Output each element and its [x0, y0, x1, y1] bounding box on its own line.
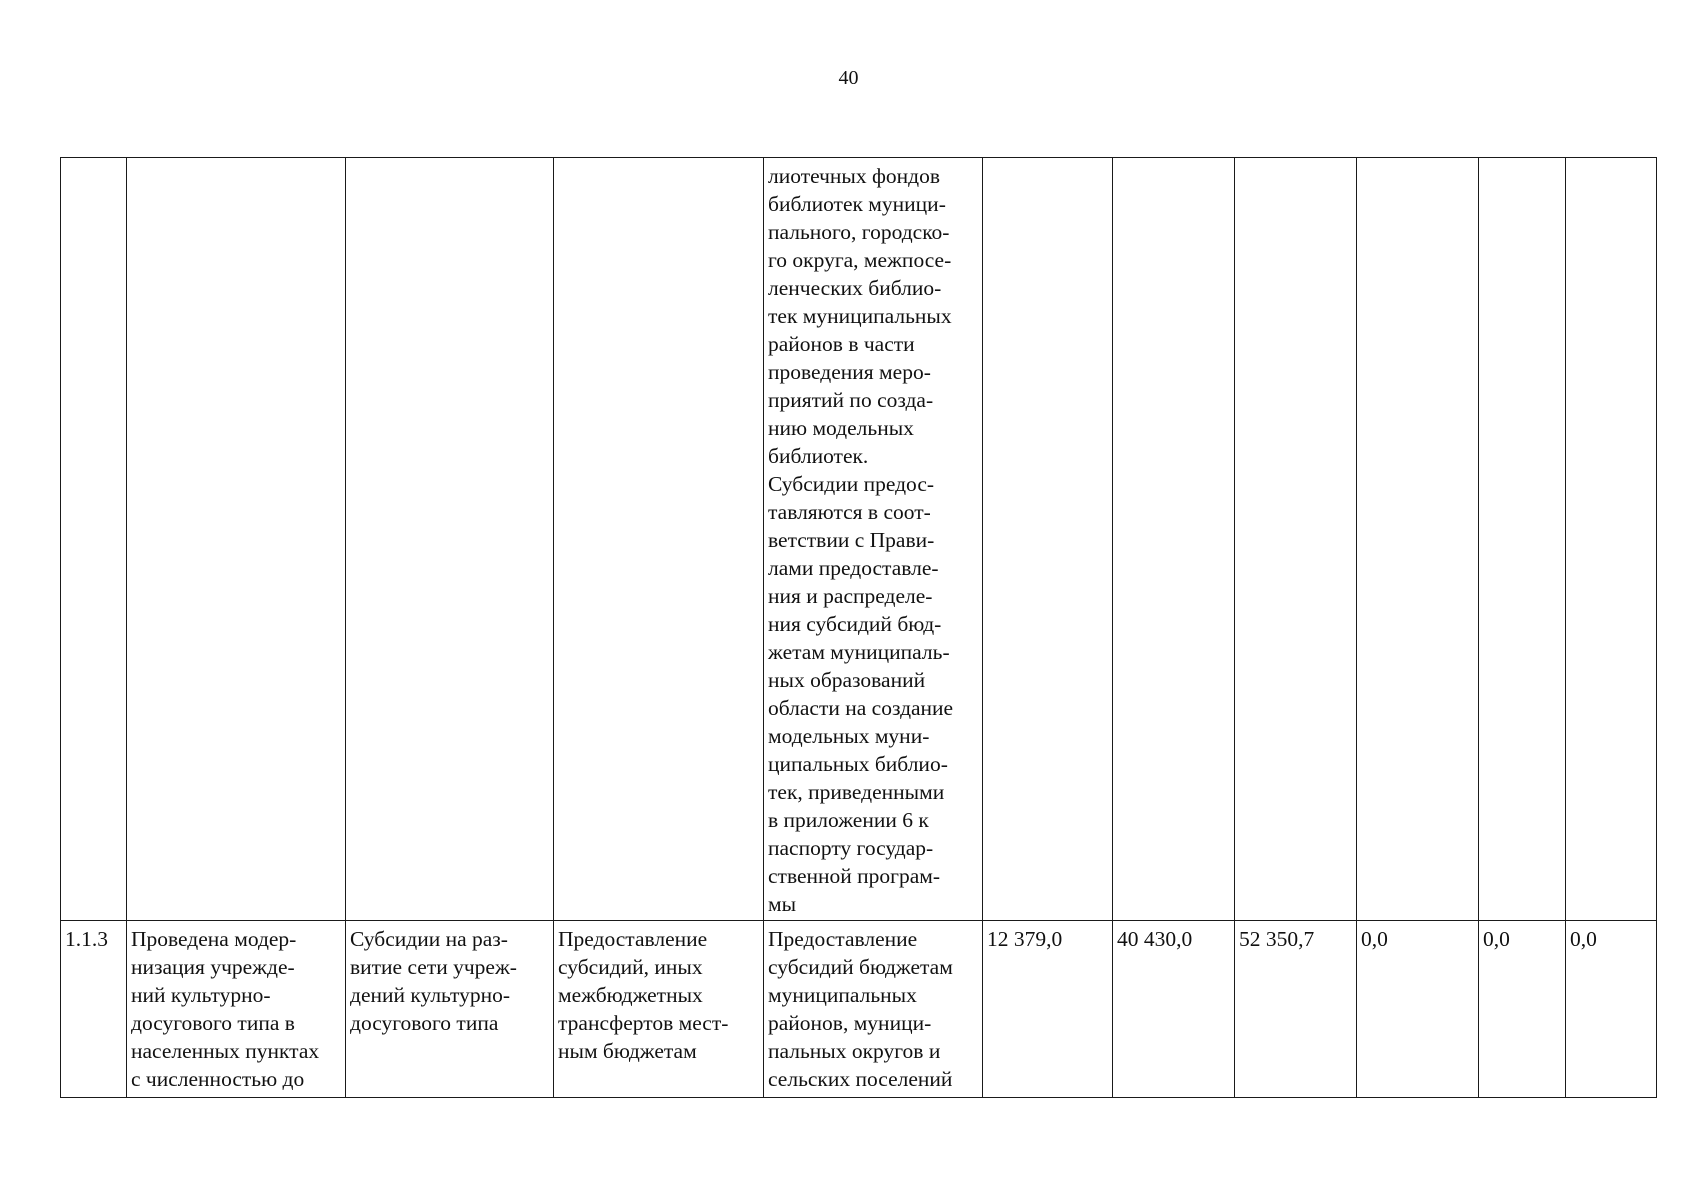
text-line: досугового типа в	[131, 1011, 295, 1035]
text-line: муниципальных	[768, 983, 917, 1007]
table-row-continuation	[61, 158, 1657, 921]
text-line: нию модельных	[768, 416, 914, 440]
text-line: низация учрежде-	[131, 955, 295, 979]
text-line: приятий по созда-	[768, 388, 934, 412]
page-number: 40	[838, 67, 859, 89]
text-line: трансфертов мест-	[558, 1011, 729, 1035]
cell-value-6: 0,0	[1566, 921, 1657, 1098]
text-line: ственной програм-	[768, 864, 941, 888]
cell-value-5: 0,0	[1479, 921, 1566, 1098]
text-line: тавляются в соот-	[768, 500, 931, 524]
text-line: сельских поселений	[768, 1067, 953, 1091]
text-line: лами предоставле-	[768, 556, 939, 580]
cell-direction	[346, 921, 554, 1098]
text-line: Предоставление	[768, 927, 918, 951]
text-line: го округа, межпосе-	[768, 248, 952, 272]
text-line: Проведена модер-	[131, 927, 297, 951]
text-line: библиотек муници-	[768, 192, 946, 216]
text-line: ципальных библио-	[768, 752, 948, 776]
cell-value-1: 12 379,0	[983, 921, 1113, 1098]
text-line: субсидий, иных	[558, 955, 703, 979]
text-line: ленческих библио-	[768, 276, 942, 300]
text-line: лиотечных фондов	[768, 164, 941, 188]
text-line: ных образований	[768, 668, 926, 692]
text-line: библиотек.	[768, 444, 869, 468]
text-line: в приложении 6 к	[768, 808, 929, 832]
cell-number: 1.1.3	[61, 921, 127, 1098]
text-line: жетам муниципаль-	[768, 640, 950, 664]
text-line: Предоставление	[558, 927, 708, 951]
text-line: паспорту государ-	[768, 836, 934, 860]
cell-description	[764, 921, 983, 1098]
text-line: тек муниципальных	[768, 304, 952, 328]
text-line: Субсидии предос-	[768, 472, 935, 496]
text-line: пального, городско-	[768, 220, 950, 244]
text-line: проведения меро-	[768, 360, 931, 384]
text-line: межбюджетных	[558, 983, 703, 1007]
text-line: Субсидии на раз-	[350, 927, 508, 951]
text-line: области на создание	[768, 696, 954, 720]
cell-mechanism-empty	[554, 158, 764, 921]
cell-result	[127, 921, 346, 1098]
cell-value-3: 52 350,7	[1235, 921, 1357, 1098]
text-line: субсидий бюджетам	[768, 955, 953, 979]
text-line: пальных округов и	[768, 1039, 941, 1063]
cell-value-empty	[1113, 158, 1235, 921]
text-line: тек, приведенными	[768, 780, 945, 804]
cell-value-4: 0,0	[1357, 921, 1479, 1098]
text-line: районов в части	[768, 332, 915, 356]
text-line: ний культурно-	[131, 983, 271, 1007]
cell-value-empty	[1235, 158, 1357, 921]
text-line: витие сети учреж-	[350, 955, 517, 979]
text-line: дений культурно-	[350, 983, 511, 1007]
cell-value-empty	[1566, 158, 1657, 921]
text-line: модельных муни-	[768, 724, 930, 748]
text-line: ветствии с Прави-	[768, 528, 935, 552]
text-line: мы	[768, 892, 797, 916]
text-line: ным бюджетам	[558, 1039, 697, 1063]
text-line: досугового типа	[350, 1011, 499, 1035]
program-measures-table	[60, 157, 1657, 1098]
cell-value-empty	[1479, 158, 1566, 921]
cell-value-2: 40 430,0	[1113, 921, 1235, 1098]
text-line: ния субсидий бюд-	[768, 612, 942, 636]
cell-direction-empty	[346, 158, 554, 921]
text-line: ния и распределе-	[768, 584, 933, 608]
cell-value-empty	[983, 158, 1113, 921]
cell-value-empty	[1357, 158, 1479, 921]
cell-mechanism	[554, 921, 764, 1098]
cell-number-empty	[61, 158, 127, 921]
text-line: населенных пунктах	[131, 1039, 320, 1063]
cell-result-empty	[127, 158, 346, 921]
cell-measure-description	[764, 158, 983, 921]
text-line: с численностью до	[131, 1067, 305, 1091]
text-line: районов, муници-	[768, 1011, 932, 1035]
table-row-1-1-3	[61, 921, 1657, 1098]
